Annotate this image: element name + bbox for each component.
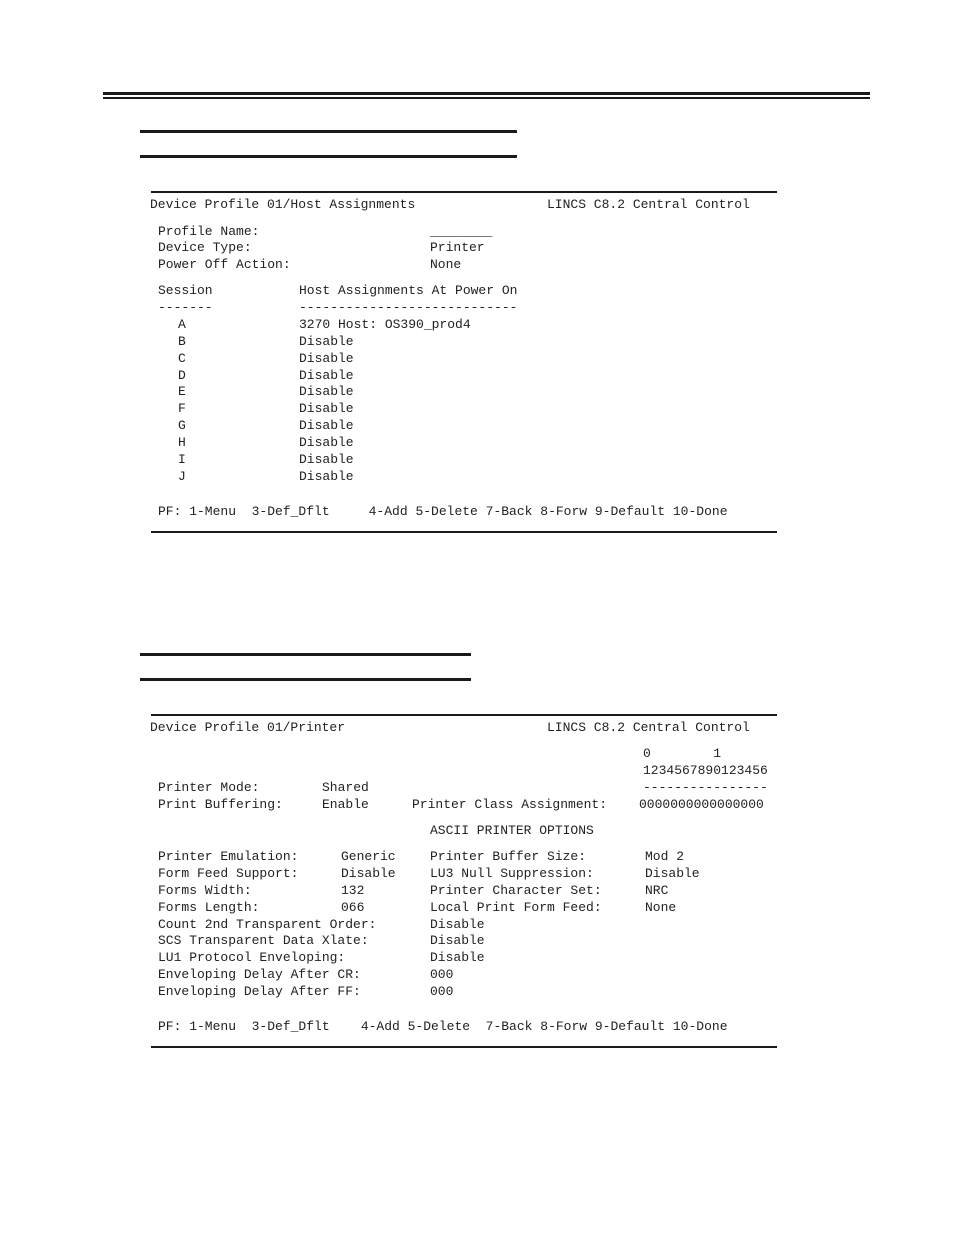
session-id: J bbox=[178, 469, 186, 484]
printer-screen-product: LINCS C8.2 Central Control bbox=[547, 720, 750, 735]
printer-mode-value[interactable]: Shared bbox=[322, 780, 369, 795]
field-label: Power Off Action: bbox=[158, 257, 291, 272]
assign-header: Host Assignments At Power On bbox=[299, 283, 518, 298]
host-pf-keys[interactable]: PF: 1-Menu 3-Def_Dflt 4-Add 5-Delete 7-Back 8-Forw 9-Default 10-Done bbox=[158, 504, 728, 519]
printer-screen-top-border bbox=[151, 714, 777, 716]
option-label: Enveloping Delay After CR: bbox=[158, 967, 361, 982]
session-id: E bbox=[178, 384, 186, 399]
section2-heading-rule-top bbox=[140, 653, 471, 656]
class-assignment-label: Printer Class Assignment: bbox=[412, 797, 608, 812]
session-value[interactable]: Disable bbox=[299, 452, 354, 467]
power-off-action-value: None bbox=[430, 257, 462, 272]
option-label: Printer Emulation: bbox=[158, 849, 299, 864]
host-screen-top-border bbox=[151, 191, 777, 193]
print-buffering-value[interactable]: Enable bbox=[322, 797, 369, 812]
option-label: SCS Transparent Data Xlate: bbox=[158, 933, 369, 948]
option-value[interactable]: 000 bbox=[430, 967, 454, 982]
session-rule: ------- bbox=[158, 300, 213, 315]
host-screen-bottom-border bbox=[151, 531, 777, 533]
option-value[interactable]: 066 bbox=[341, 900, 365, 915]
assign-rule: ---------------------------- bbox=[299, 300, 518, 315]
field-label: Device Type: bbox=[158, 240, 252, 255]
printer-screen-bottom-border bbox=[151, 1046, 777, 1048]
option-label: Form Feed Support: bbox=[158, 866, 299, 881]
session-value[interactable]: Disable bbox=[299, 351, 354, 366]
session-value[interactable]: Disable bbox=[299, 401, 354, 416]
section1-heading-rule-top bbox=[140, 130, 517, 133]
session-id: D bbox=[178, 368, 186, 383]
column-scale-tens: 0 1 bbox=[643, 746, 722, 761]
column-scale-rule: ---------------- bbox=[643, 780, 768, 795]
option-value[interactable]: Disable bbox=[341, 866, 396, 881]
printer-pf-keys[interactable]: PF: 1-Menu 3-Def_Dflt 4-Add 5-Delete 7-Back 8-Forw 9-Default 10-Done bbox=[158, 1019, 728, 1034]
session-value[interactable]: Disable bbox=[299, 418, 354, 433]
session-value[interactable]: Disable bbox=[299, 368, 354, 383]
printer-mode-label: Printer Mode: bbox=[158, 780, 260, 795]
option-label: Forms Width: bbox=[158, 883, 252, 898]
printer-screen-title: Device Profile 01/Printer bbox=[150, 720, 346, 735]
session-value[interactable]: 3270 Host: OS390_prod4 bbox=[299, 317, 471, 332]
option-value[interactable]: 132 bbox=[341, 883, 365, 898]
option-label: Enveloping Delay After FF: bbox=[158, 984, 361, 999]
session-id: B bbox=[178, 334, 186, 349]
session-id: I bbox=[178, 452, 186, 467]
session-value[interactable]: Disable bbox=[299, 384, 354, 399]
header-rule-bottom bbox=[103, 97, 870, 99]
profile-name-field[interactable]: ________ bbox=[430, 224, 493, 239]
device-type-value: Printer bbox=[430, 240, 485, 255]
host-screen-product: LINCS C8.2 Central Control bbox=[547, 197, 750, 212]
option-label: Printer Buffer Size: bbox=[430, 849, 587, 864]
host-screen-title: Device Profile 01/Host Assignments bbox=[150, 197, 416, 212]
option-value[interactable]: NRC bbox=[645, 883, 669, 898]
option-value[interactable]: Mod 2 bbox=[645, 849, 685, 864]
class-assignment-value[interactable]: 0000000000000000 bbox=[639, 797, 764, 812]
option-label: Count 2nd Transparent Order: bbox=[158, 917, 377, 932]
column-scale-units: 1234567890123456 bbox=[643, 763, 768, 778]
option-value[interactable]: 000 bbox=[430, 984, 454, 999]
session-id: C bbox=[178, 351, 186, 366]
session-id: F bbox=[178, 401, 186, 416]
ascii-options-heading: ASCII PRINTER OPTIONS bbox=[430, 823, 594, 838]
option-value[interactable]: None bbox=[645, 900, 677, 915]
header-rule-top bbox=[103, 92, 870, 95]
session-value[interactable]: Disable bbox=[299, 435, 354, 450]
option-value[interactable]: Disable bbox=[430, 933, 485, 948]
session-id: H bbox=[178, 435, 186, 450]
option-value[interactable]: Disable bbox=[645, 866, 700, 881]
option-label: LU1 Protocol Enveloping: bbox=[158, 950, 346, 965]
session-value[interactable]: Disable bbox=[299, 334, 354, 349]
section2-heading-rule-bottom bbox=[140, 678, 471, 681]
option-label: LU3 Null Suppression: bbox=[430, 866, 594, 881]
option-label: Local Print Form Feed: bbox=[430, 900, 602, 915]
session-id: A bbox=[178, 317, 186, 332]
field-label: Profile Name: bbox=[158, 224, 260, 239]
option-label: Printer Character Set: bbox=[430, 883, 602, 898]
option-value[interactable]: Disable bbox=[430, 950, 485, 965]
print-buffering-label: Print Buffering: bbox=[158, 797, 283, 812]
section1-heading-rule-bottom bbox=[140, 155, 517, 158]
option-label: Forms Length: bbox=[158, 900, 260, 915]
session-value[interactable]: Disable bbox=[299, 469, 354, 484]
session-header: Session bbox=[158, 283, 213, 298]
session-id: G bbox=[178, 418, 186, 433]
option-value[interactable]: Generic bbox=[341, 849, 396, 864]
option-value[interactable]: Disable bbox=[430, 917, 485, 932]
